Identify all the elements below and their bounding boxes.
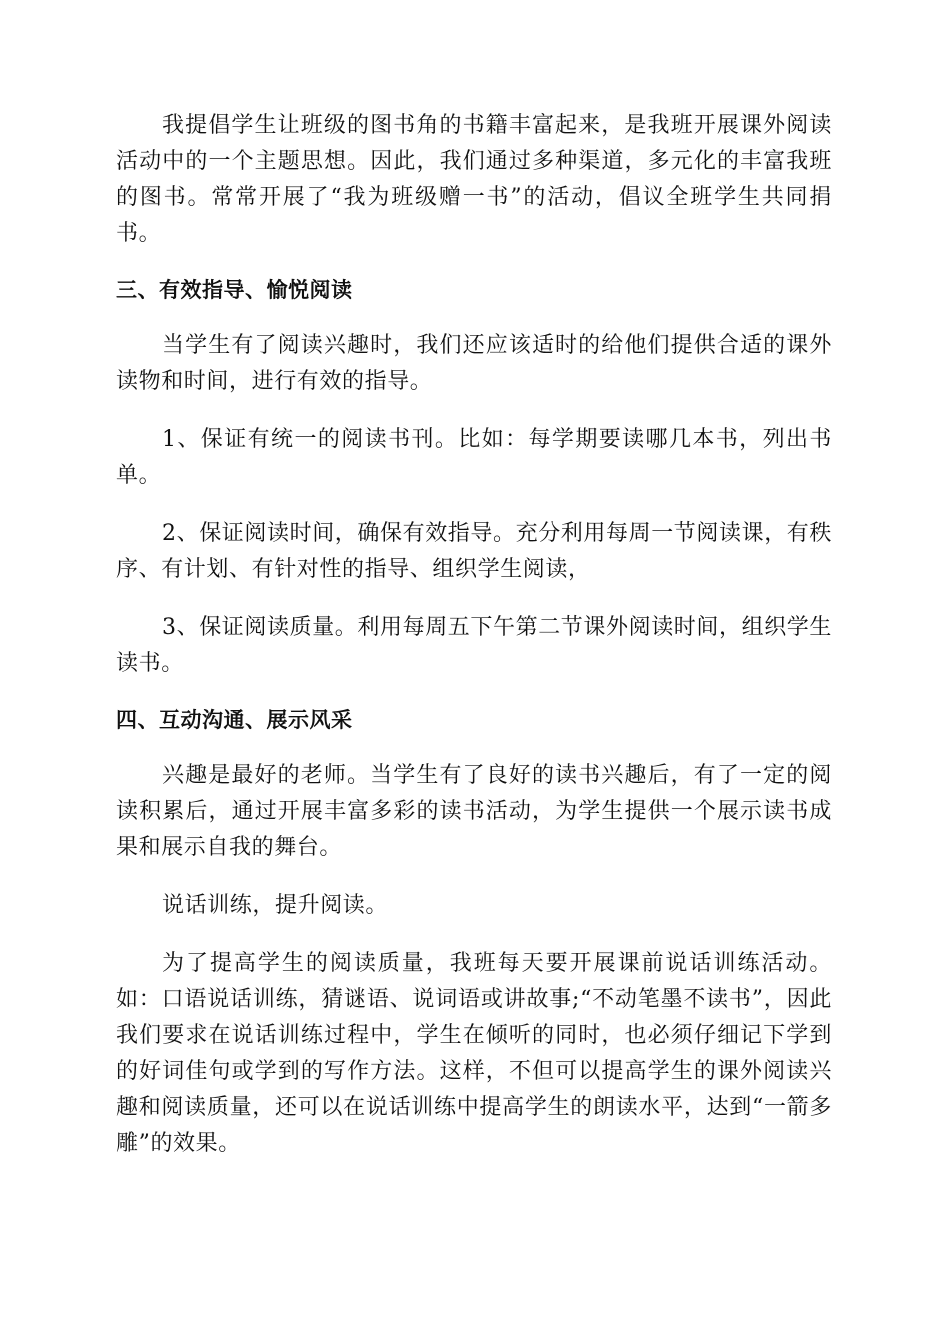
paragraph-interest: 兴趣是最好的老师。当学生有了良好的读书兴趣后，有了一定的阅读积累后，通过开展丰富多彩的读书活动，为学生提供一个展示读书成果和展示自我的舞台。 bbox=[116, 763, 832, 860]
paragraph-speaking-training: 为了提高学生的阅读质量，我班每天要开展课前说话训练活动。如：口语说话训练，猜谜语、说词语或讲故事;“不动笔墨不读书”，因此我们要求在说话训练过程中，学生在倾听的同时，也必须仔细记下学到的好词佳句或学到的写作方法。这样，不但可以提高学生的课外阅读兴趣和阅读质量，还可以在说话训练中提高学生的朗读水平，达到“一箭多雕”的效果。 bbox=[116, 951, 832, 1156]
document-page bbox=[116, 108, 832, 1162]
paragraph-item-3: 3、保证阅读质量。利用每周五下午第二节课外阅读时间，组织学生读书。 bbox=[116, 615, 832, 676]
paragraph-item-1: 1、保证有统一的阅读书刊。比如：每学期要读哪几本书，列出书单。 bbox=[116, 427, 832, 488]
paragraph-guidance-intro: 当学生有了阅读兴趣时，我们还应该适时的给他们提供合适的课外读物和时间，进行有效的指导。 bbox=[116, 333, 832, 394]
section-heading-3: 三、有效指导、愉悦阅读 bbox=[116, 278, 353, 302]
paragraph-speaking-title: 说话训练，提升阅读。 bbox=[162, 893, 389, 918]
section-heading-4: 四、互动沟通、展示风采 bbox=[116, 708, 353, 732]
paragraph-item-2: 2、保证阅读时间，确保有效指导。充分利用每周一节阅读课，有秩序、有计划、有针对性的指导、组织学生阅读， bbox=[116, 521, 832, 582]
paragraph-book-corner: 我提倡学生让班级的图书角的书籍丰富起来，是我班开展课外阅读活动中的一个主题思想。因此，我们通过多种渠道，多元化的丰富我班的图书。常常开展了“我为班级赠一书”的活动，倡议全班学生共同捐书。 bbox=[116, 113, 832, 246]
